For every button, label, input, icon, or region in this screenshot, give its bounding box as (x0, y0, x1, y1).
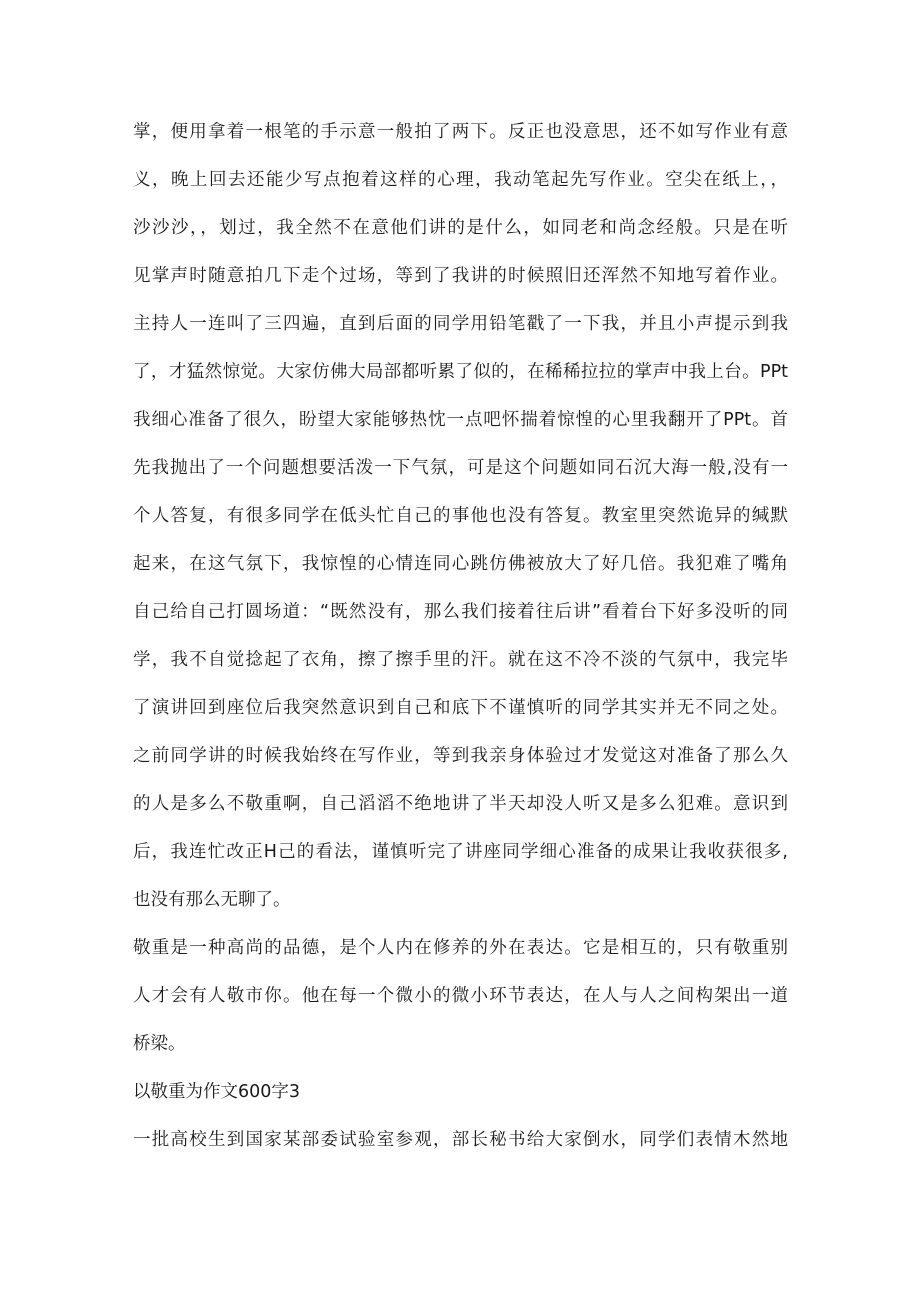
text-line: 我细心准备了很久，盼望大家能够热忱一点吧怀揣着惊惶的心里我翻开了PPt。首 (133, 410, 788, 430)
text-line: 之前同学讲的时候我始终在写作业，等到我亲身体验过才发觉这对准备了那么久 (133, 746, 788, 766)
text-line: 主持人一连叫了三四遍，直到后面的同学用铅笔戳了一下我，并且小声提示到我 (133, 314, 788, 334)
text-line: 见掌声时随意拍几下走个过场，等到了我讲的时候照旧还浑然不知地写着作业。 (133, 266, 788, 286)
text-line: 掌，便用拿着一根笔的手示意一般拍了两下。反正也没意思，还不如写作业有意 (133, 122, 788, 142)
text-line: 一批高校生到国家某部委试验室参观，部长秘书给大家倒水，同学们表情木然地 (133, 1130, 788, 1150)
text-line: 了演讲回到座位后我突然意识到自己和底下不谨慎听的同学其实并无不同之处。 (133, 698, 788, 718)
text-line: 个人答复，有很多同学在低头忙自己的事他也没有答复。教室里突然诡异的缄默 (133, 506, 788, 526)
text-line: 沙沙沙，，划过，我全然不在意他们讲的是什么，如同老和尚念经般。只是在听 (133, 218, 788, 238)
text-line: 人才会有人敬市你。他在每一个微小的微小环节表达，在人与人之间构架出一道 (133, 986, 788, 1006)
text-line: 起来，在这气氛下，我惊惶的心情连同心跳仿佛被放大了好几倍。我犯难了嘴角 (133, 554, 788, 574)
text-line: 敬重是一种高尚的品德，是个人内在修养的外在表达。它是相互的，只有敬重别 (133, 938, 788, 958)
text-line: 学，我不自觉捻起了衣角，擦了擦手里的汗。就在这不冷不淡的气氛中，我完毕 (133, 650, 788, 670)
text-line: 先我抛出了一个问题想要活泼一下气氛，可是这个问题如同石沉大海一般,没有一 (133, 458, 788, 478)
section-heading: 以敬重为作文600字3 (133, 1082, 301, 1102)
text-line: 义，晚上回去还能少写点抱着这样的心理，我动笔起先写作业。空尖在纸上，， (133, 170, 788, 190)
text-line: 的人是多么不敬重啊，自己滔滔不绝地讲了半天却没人听又是多么犯难。意识到 (133, 794, 788, 814)
text-line: 自己给自己打圆场道：“既然没有，那么我们接着往后讲”看着台下好多没听的同 (133, 602, 788, 622)
text-line: 桥梁。 (133, 1034, 186, 1054)
text-line: 也没有那么无聊了。 (133, 890, 291, 910)
text-line: 后，我连忙改正H己的看法，谨慎听完了讲座同学细心准备的成果让我收获很多, (133, 842, 788, 862)
text-line: 了，才猛然惊觉。大家仿佛大局部都听累了似的，在稀稀拉拉的掌声中我上台。PPt (133, 362, 788, 382)
